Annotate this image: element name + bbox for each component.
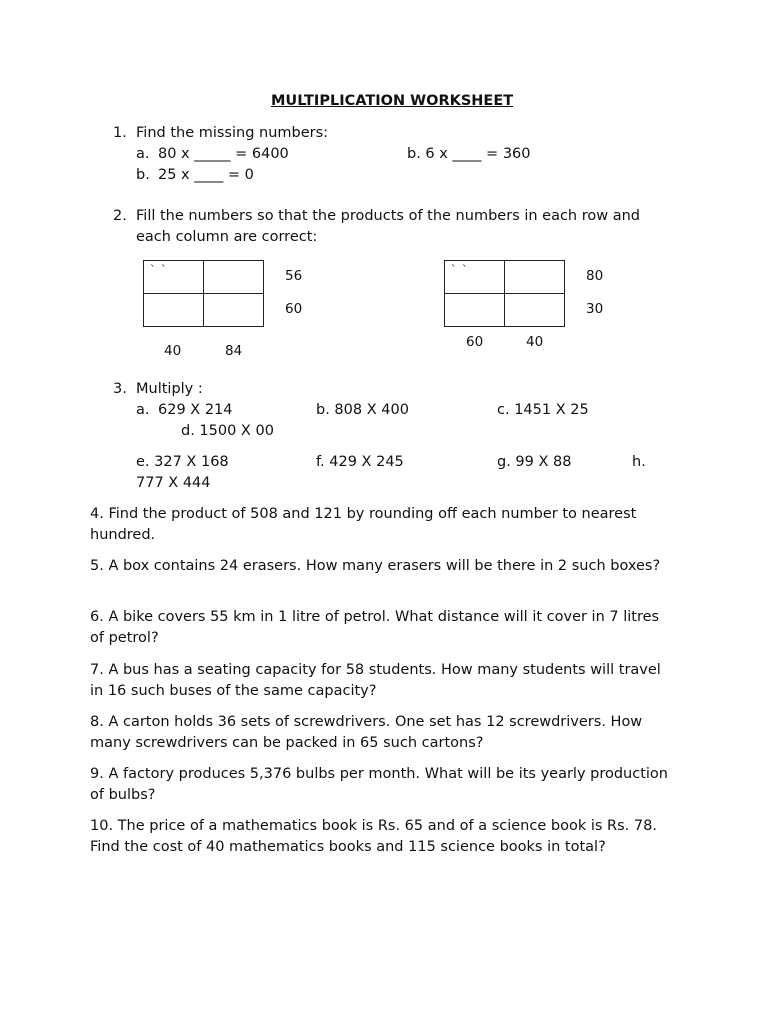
q3-b-text: b. 808 X 400	[316, 402, 409, 418]
question-8: 8. A carton holds 36 sets of screwdrivers. One set has 12 screwdrivers. How many screwdrivers can be packed in 65 such cartons?	[90, 714, 643, 751]
product-grid-2	[444, 260, 565, 327]
q1-b-label: b.	[136, 167, 150, 183]
q2-text-line1: Fill the numbers so that the products of the numbers in each row and	[136, 208, 640, 224]
grid1-row-product: 56	[285, 268, 303, 284]
q3-number: 3.	[113, 381, 127, 397]
grid1-cell[interactable]	[144, 261, 204, 294]
question-4: 4. Find the product of 508 and 121 by rounding off each number to nearest hundred.	[90, 506, 637, 543]
q3-h-label: h.	[632, 454, 646, 470]
grid2-cell[interactable]	[445, 294, 505, 327]
q1-text: Find the missing numbers:	[136, 125, 329, 141]
grid1-cell[interactable]	[144, 294, 204, 327]
q1-b-right-text: b. 6 x ____ = 360	[407, 146, 531, 162]
grid2-row-product: 80	[586, 268, 604, 284]
grid1-cell-mark: ` `	[150, 263, 168, 276]
q1-number: 1.	[113, 125, 127, 141]
question-5: 5. A box contains 24 erasers. How many erasers will be there in 2 such boxes?	[90, 558, 661, 574]
q2-text-line2: each column are correct:	[136, 229, 318, 245]
grid1-col-product: 40	[164, 343, 182, 359]
grid1-cell[interactable]	[204, 294, 264, 327]
grid2-cell-mark: ` `	[451, 263, 469, 276]
product-grid-1	[143, 260, 264, 327]
grid1-cell[interactable]	[204, 261, 264, 294]
q3-f-text: f. 429 X 245	[316, 454, 404, 470]
q3-c-text: c. 1451 X 25	[497, 402, 589, 418]
q1-b-text: 25 x ____ = 0	[158, 167, 254, 183]
grid2-row-product: 30	[586, 301, 604, 317]
question-9: 9. A factory produces 5,376 bulbs per month. What will be its yearly production of bulbs?	[90, 766, 668, 803]
q1-a-text: 80 x _____ = 6400	[158, 146, 289, 162]
grid1-row-product: 60	[285, 301, 303, 317]
q3-text: Multiply :	[136, 381, 203, 397]
grid2-col-product: 60	[466, 334, 484, 350]
q3-a-label: a.	[136, 402, 150, 418]
q2-number: 2.	[113, 208, 127, 224]
page-title: MULTIPLICATION WORKSHEET	[271, 93, 514, 109]
q3-d-text: d. 1500 X 00	[181, 423, 274, 439]
question-10: 10. The price of a mathematics book is Rs. 65 and of a science book is Rs. 78. Find the cost of 40 mathematics books and 115 science books in total?	[90, 818, 657, 855]
grid2-cell[interactable]	[505, 261, 565, 294]
grid2-cell[interactable]	[445, 261, 505, 294]
grid2-col-product: 40	[526, 334, 544, 350]
question-7: 7. A bus has a seating capacity for 58 students. How many students will travel in 16 such buses of the same capacity?	[90, 662, 661, 699]
q1-a-label: a.	[136, 146, 150, 162]
q3-e-text: e. 327 X 168	[136, 454, 229, 470]
q3-g-text: g. 99 X 88	[497, 454, 572, 470]
grid1-col-product: 84	[225, 343, 243, 359]
q3-a-text: 629 X 214	[158, 402, 233, 418]
grid2-cell[interactable]	[505, 294, 565, 327]
question-6: 6. A bike covers 55 km in 1 litre of petrol. What distance will it cover in 7 litres of petrol?	[90, 609, 660, 646]
q3-h-text: 777 X 444	[136, 475, 211, 491]
